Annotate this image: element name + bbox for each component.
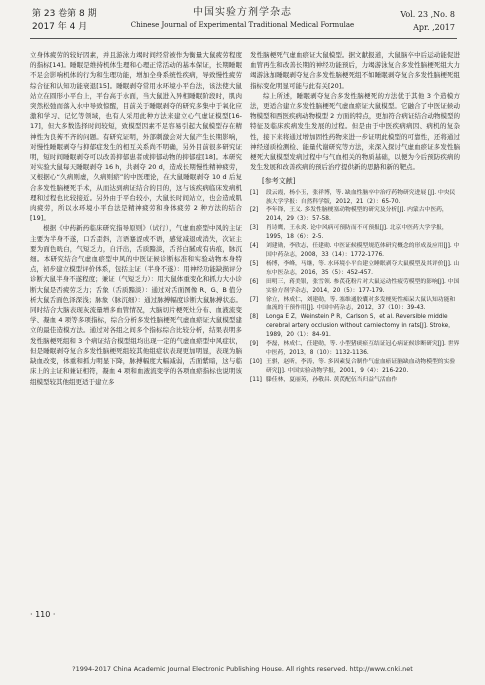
journal-title-cn: 中国实验方剂学杂志 [193, 7, 292, 18]
reference-text: 李磊，林成仁，任建勋，等. 小型猪痰瘀互结证冠心病证候诊断研究[J]. 世界中医药，2013，8（10）：1132-1136. [266, 341, 460, 356]
reference-number: [1] [250, 189, 259, 196]
reference-number: [6] [250, 278, 259, 285]
body-paragraph: 综上所述，睡眠剥夺复合多发性脑梗死的方法优于其他 3 个造模方法，更适合建立多发性脑梗死气虚血瘀证大鼠模型。它融合了中医证候动物模型和西医疾病动物模型 2 方面的特点，更加符合病证结合动物模型的特征及临床疾病发生发展的过程。但是由于中医疾病病因、病机的复杂性，接下来将通过增加固性药物来进一步证明此模型的可靠性，还将通过神经递质检测检、能量代谢研究等方法，来深入探讨气虚血瘀证多发性脑梗死大鼠模型发病过程中与气血相关的物质基础，以便为今后预防疾病的发生发展和改善疾病的预后治疗提供新的思路和新的靶点。 [250, 91, 460, 172]
left-column [30, 50, 242, 387]
reference-number: [9] [250, 341, 259, 348]
references-heading: [参考文献] [262, 177, 296, 186]
reference-text: 田明三，蒋美银，张雪领. 参芪花粉片对大鼠运动性疲劳模型的影响[J]. 中国实验方剂学杂志，2014，20（5）：177-179. [266, 278, 460, 294]
reference-text: 杨博，李峰，马继，等. 水环境小平台建立睡眠剥夺大鼠模型及其评价[J]. 山东中医杂志，2016，35（5）：452-457. [266, 260, 460, 276]
reference-text: 王骐，赵昕，李涛，等. 多因素复合制作气虚血瘀证脑缺血动物模型的实验研究[J]. 中国实验动物学报，2001，9（4）：216-220. [266, 358, 456, 374]
reference-item [250, 358, 460, 376]
reference-item [250, 189, 460, 207]
reference-item [250, 340, 460, 358]
date-en: Apr. ,2017 [413, 23, 455, 32]
header-issue-en [400, 8, 455, 34]
reference-text: Longa E Z，Weinstein P R，Carlson S，et al. Reversible middle cerebral artery occlusion without carniectomy in rats[J]. Stroke，1989，20（1）：84-91. [266, 314, 454, 339]
volume-line: 第 23 卷第 8 期 [32, 9, 97, 19]
reference-text: 段云霞，杨小玉，张祥博，等. 缺血性脑卒中治疗药物研究进展 [J]. 中央民族大学学报：自然科学版，2012，21（2）：65-70. [266, 189, 456, 205]
copyright-footer: ?1994-2017 China Academic Journal Electronic Publishing House. All rights reserved. http://www.cnki.net [72, 665, 413, 673]
reference-number: [2] [250, 207, 259, 214]
right-column [250, 50, 460, 385]
reference-number: [10] [250, 358, 262, 365]
reference-number: [3] [250, 225, 259, 232]
journal-title-en: Chinese Journal of Experimental Traditional Medical Formulae [130, 21, 355, 29]
reference-list [250, 189, 460, 385]
date-line: 2017 年 4 月 [32, 22, 88, 32]
reference-item [250, 206, 460, 224]
reference-item [250, 260, 460, 278]
reference-item [250, 278, 460, 296]
reference-text: 肖诗鹰，王永炎. 论中风病可预防而不可预报[J]. 北京中医药大学学报，1995，18（6）：2-5. [266, 225, 448, 241]
reference-number: [4] [250, 243, 259, 250]
reference-text: 徐立，林成仁，刘建勋，等. 塞维通胶囊对多发梗死性痴呆大鼠认知功能和血流的干预作用[J]. 中国中药杂志，2012，37（10）：39-43. [266, 296, 456, 312]
reference-text: 刘建勋，李欣志，任建勋. 中医证候模型规范体研究概念的形成及应用[J]. 中国中药杂志，2008，33（14）：1772-1776. [266, 243, 460, 258]
reference-text: 李年锋，王义. 多发性脑梗塞动物模型的研究及分析[J]. 内蒙古中医药，2014，29（3）：57-58. [266, 207, 448, 223]
reference-item [250, 224, 460, 242]
volume-en: Vol. 23 ,No. 8 [400, 10, 455, 19]
reference-item [250, 242, 460, 260]
body-paragraph: 根据《中药新药临床研究指导原则》（试行），气虚血瘀型中风的主证主要为半身不遂，口舌歪斜，言语蹇涩或不语，感觉减退或消失，次证主要为面色晄白，气短乏力，自汗出，舌质黯淡，舌苔白腻或有齿痕，脉沉细。本研究结合气虚血瘀型中风的中医证候诊断标准和实验动物本身特点，初步建立模型评价体系，包括主证（半身不遂）：用神经功能缺损评分诊断大鼠半身不遂程度；兼证（气短乏力）：用大鼠体重变化和抓力大小诊断大鼠是否疲劳乏力；舌象（舌质黯淡）：通过对舌面图像 R、G、B 值分析大鼠舌面色泽深浅；脉象（脉沉细）：通过脉搏幅度诊断大鼠脉搏状态。同时结合大脑表现灰流量增多血管情况，大脑切片梗死灶分布、血液流变学、凝血 4 项等多项指标，综合分析多发性脑梗死气虚血瘀证大鼠模型建立的最佳造模方法。通过对各组之间多个指标综合比较分析，结果表明多发性脑梗死组和 3 个病证结合模型组均出现一定的气虚血瘀型中风症状，但是睡眠剥夺复合多发性脑梗死组较其他组症状表现更加明显，表现为脑缺血改变，体重和抓力明显下降，脉搏幅度大幅减弱，舌面紫暗，这与临床上的主证和兼证相符，凝血 4 项和血液流变学的各项血瘀指标也说明该组模型较其他组更适于建立多 [30, 224, 242, 386]
reference-number: [8] [250, 314, 259, 321]
reference-item [250, 313, 460, 340]
reference-item [250, 296, 460, 314]
body-paragraph: 立身体疲劳的较好因素，并且游泳力竭时间经常被作为衡量大鼠疲劳程度的指标[14]。睡眠是维持机体生理和心理正常活动的基本保证，长期睡眠不足会影响机体的行为和生理功能，增加全身系统性疾病，导致慢性疲劳综合征和认知功能衰退[15]。睡眠剥夺常用水环境小平台法，该法使大鼠站立在圆形小平台上，平台高于水面，当大鼠进入异相睡眠阶段时，肌肉突然松弛而落入水中导致惊醒，目前关于睡眠剥夺的研究多集中于氧化应激和学习、记忆等领域，也有人采用此种方法来建立心气虚证模型[16-17]，但大多数选择时间较短，致模型因素不足容易引起大鼠模型存在精神性为良莠不齐的问题。有研究证明，外部刺激会对大鼠产生长期影响，对慢性睡眠剥夺与抑郁症发生的相互关系尚不明确，另外目前很多研究证明，短时间睡眠剥夺可以改善抑郁患者或抑郁动物的抑郁症[18]。本研究对实验大鼠每天睡眠剥夺 16 h，共剥夺 20 d，造成长期慢性精神疲劳，又根据心“久病则虚，久病则瘀”的中医理论，在大鼠睡眠剥夺 10 d 后复合多发性脑梗死手术，从而达到病证结合的目的，这与该疾病临床发病机理和过程也比较接近。另外由于平台较小，大鼠长时间站立，也会造成肌肉疲劳，所以水环境小平台法是精神疲劳和身体疲劳 2 种方法的结合[19]。 [30, 51, 242, 223]
reference-number: [11] [250, 376, 262, 383]
page-number: · 110 · [30, 610, 56, 619]
reference-item [250, 376, 460, 385]
reference-text: 滕佳林，夏丽英，孙敬昌. 黄芪配伍当归益气活血作 [266, 376, 398, 383]
page-header [0, 0, 485, 52]
body-paragraph: 发性脑梗死气虚血瘀证大鼠模型。据文献报道，大鼠脑卒中后运动能促进血管再生和改善长期的神经功能预后，力竭游泳复合多发性脑梗死组大力竭游泳加睡眠剥夺复合多发性脑梗死组不如睡眠剥夺复合多发性脑梗死组指标变化明显可能与此有关[20]。 [250, 51, 460, 90]
reference-number: [5] [250, 260, 259, 267]
header-rule [30, 38, 457, 39]
reference-number: [7] [250, 296, 259, 303]
